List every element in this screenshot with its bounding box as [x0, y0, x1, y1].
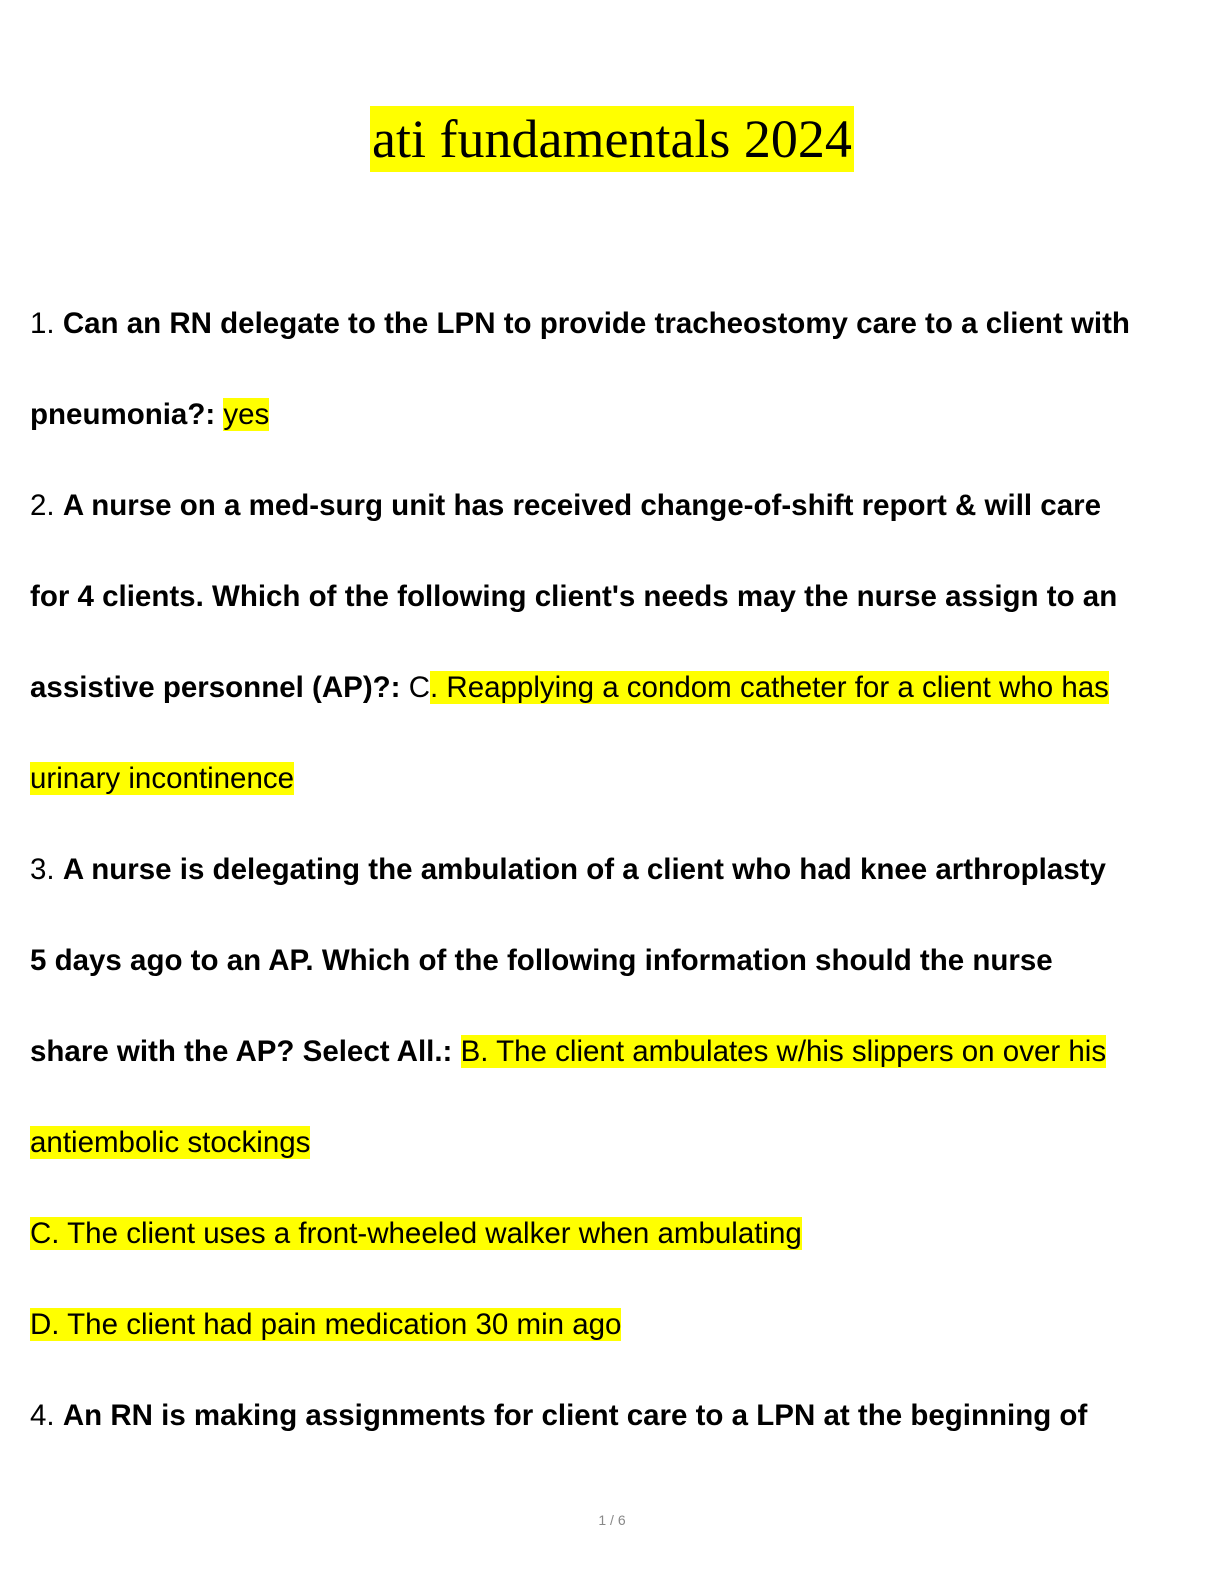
q4-number: 4.	[30, 1399, 55, 1432]
q3-line-3	[30, 1033, 1200, 1071]
q1-number: 1.	[30, 307, 55, 340]
q3-question-line-2: 5 days ago to an AP. Which of the following information should the nurse	[30, 944, 1053, 977]
q2-answer-prefix: C	[408, 671, 431, 704]
q3-question-line-3: share with the AP? Select All.:	[30, 1035, 453, 1068]
q2-line-1	[30, 487, 1200, 525]
q2-answer-line-1: . Reapplying a condom catheter for a client who has	[430, 671, 1109, 704]
q2-line-4	[30, 760, 1200, 798]
q3-answer-c: C. The client uses a front-wheeled walker when ambulating	[30, 1217, 802, 1250]
q3-question-line-1: A nurse is delegating the ambulation of a client who had knee arthroplasty	[62, 853, 1106, 886]
q2-answer-line-2: urinary incontinence	[30, 762, 295, 795]
q2-line-3	[30, 669, 1200, 707]
q1-line-2	[30, 396, 1200, 434]
q2-line-2	[30, 578, 1200, 616]
q3-line-5	[30, 1215, 1200, 1253]
page-number: 1 / 6	[598, 1512, 626, 1528]
q3-answer-b-line-2: antiembolic stockings	[30, 1126, 311, 1159]
q3-line-1	[30, 851, 1200, 889]
q3-line-2	[30, 942, 1200, 980]
q1-answer: yes	[223, 398, 270, 431]
q2-question-line-3: assistive personnel (AP)?:	[30, 671, 401, 704]
q3-line-6	[30, 1306, 1200, 1344]
page-title: ati fundamentals 2024	[370, 106, 854, 172]
q3-number: 3.	[30, 853, 55, 886]
q3-answer-d: D. The client had pain medication 30 min ago	[30, 1308, 622, 1341]
q4-question-line-1: An RN is making assignments for client care to a LPN at the beginning of	[62, 1399, 1088, 1432]
q1-line-1	[30, 305, 1200, 343]
q3-line-4	[30, 1124, 1200, 1162]
title-container	[0, 106, 1224, 172]
q1-question-line-2: pneumonia?:	[30, 398, 216, 431]
q2-number: 2.	[30, 489, 55, 522]
q1-question-line-1: Can an RN delegate to the LPN to provide tracheostomy care to a client with	[62, 307, 1130, 340]
q4-line-1	[30, 1397, 1200, 1435]
q3-answer-b-line-1: B. The client ambulates w/his slippers on over his	[460, 1035, 1107, 1068]
q2-question-line-1: A nurse on a med-surg unit has received change-of-shift report & will care	[62, 489, 1101, 522]
q2-question-line-2: for 4 clients. Which of the following client's needs may the nurse assign to an	[30, 580, 1118, 613]
